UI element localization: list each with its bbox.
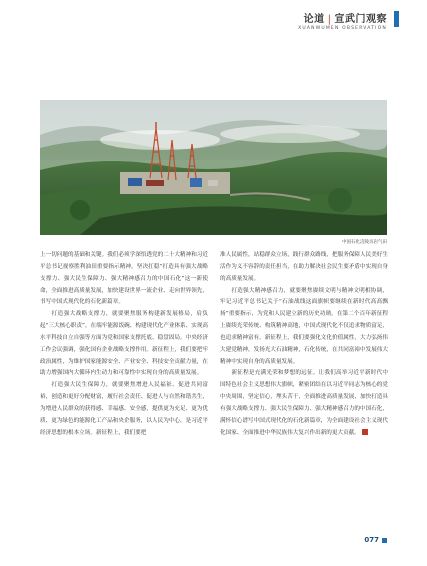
page-number-square [382,538,387,543]
header-accent-bar [394,11,399,27]
right-column [220,250,388,440]
right-paragraph-3 [220,368,388,439]
header-title [298,10,387,25]
page-number [364,536,387,544]
header-separator: | [327,14,332,25]
right-paragraph-3-text: 新征程是充满光荣和梦想的远征。让我们高举习近平新时代中国特色社会主义思想伟大旗帜，紧密团结在以习近平同志为核心的党中央周围，坚定信心，埋头苦干，全面推进高质量发展，加快打造具有强大战略支撑力、强大民生保障力、强大精神感召力的中国石化，满怀信心谱写中国式现代化的石化新篇章，为全面建设社会主义现代化国家、全面推进中华民族伟大复兴作出新的更大贡献。 [220,370,388,436]
left-column [40,250,208,440]
gas-field-illustration [40,100,387,235]
gas-field-photo [40,100,387,235]
right-paragraph-1: 准人民属性，站稳群众立场，践行群众路线，把服务保障人民美好生活作为义不容辞的责任担当，在助力解决社会民生要矛盾中实现自身的高质量发展。 [220,252,388,282]
page-header [298,10,387,31]
photo-caption: 中国石化涪陵页岩气田 [342,240,387,245]
page-number-text: 077 [364,536,379,544]
left-paragraph-3: 打造强大民生保障力，就要聚焦增进人民福祉、促进共同富裕，创造和更好分配财富，履行社会责任、促进人与自然和谐共生，为增进人民群众的获得感、幸福感、安全感，提供更为充足、更为优质、更为绿色的能源化工产品和央企服务，以人民为中心，是习近平经济思想的根本立场。新征程上，我们要把 [40,382,208,436]
left-paragraph-1: 上一切问题的基础和关键。我们必须学深悟透党的二十大精神和习近平总书记视察胜利油田重要指示精神，坚决扛稳“打造具有强大战略支撑力、强大民生保障力、强大精神感召力的中国石化”这一新使命，全面推进高质量发展，加快建设世界一流企业、走向世界领先，书写中国式现代化的石化新篇章。 [40,252,208,306]
left-paragraph-2: 打造强大战略支撑力，就要聚焦服务构建新发展格局，肩负起“三大核心职责”，在端牢能源饭碗、构建现代化产业体系、实现高水平科技自立自强等方面为党和国家支撑托底、稳盘固局。中央经济工作会议强调，强化国有企业战略支撑作用。新征程上，我们要把牢政治属性，为维护国家能源安全、产业安全、科技安全贡献力量，在助力增强国内大循环内生动力和可靠性中实现自身的高质量发展。 [40,311,209,377]
section-name: 论道 [303,14,325,25]
header-subtitle: XUANWUMEN OBSERVATION [298,26,387,31]
right-paragraph-2: 打造强大精神感召力，就要聚焦赓续文明与精神文明相协调，牢记习近平总书记关于“石油战线这面旗帜要继续在新时代高高飘扬”重要指示，为党和人民建立新的历史功勋，在第二个百年新征程上赓续光荣传统、构筑精神高地，中国式现代化不仅追求物质富足，也追求精神富有。新征程上，我们要强化文化价值属性，大力弘扬伟大建党精神，发扬光大石油精神，石化传统，在共同富裕中发展伟大精神中实现自身的高质量发展。 [220,287,388,365]
article-end-mark [362,429,368,435]
column-name: 宣武门观察 [334,14,387,25]
